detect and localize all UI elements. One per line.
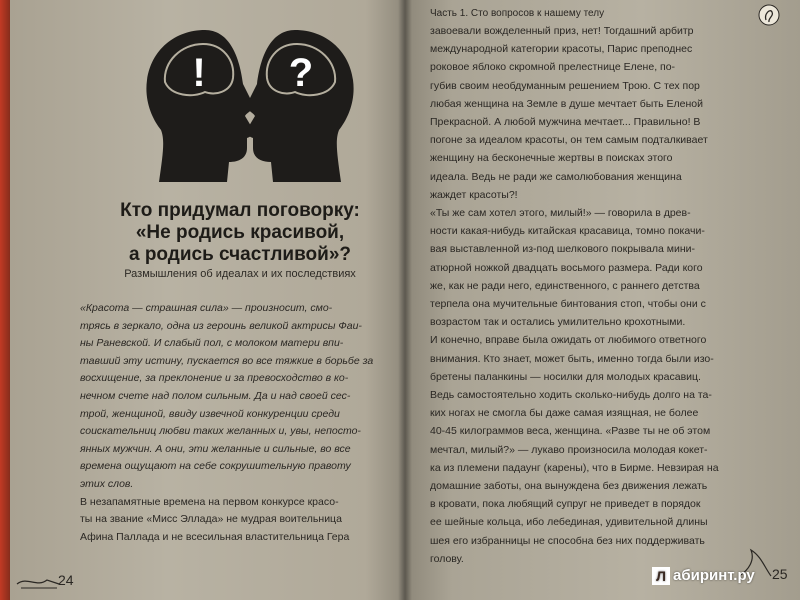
text-line: нечном счете над полом сильным. Да и над своей сес- [80, 389, 351, 402]
text-line: губив своим необдуманным решением Трою. С тех пор [430, 79, 700, 92]
question-mark: ? [288, 51, 314, 95]
text-line: любая женщина на Земле в душе мечтает быть Еленой [430, 97, 703, 110]
exclamation-mark: ! [192, 51, 206, 95]
text-line: трясь в зеркало, одна из героинь великой актрисы Фаи- [80, 319, 362, 332]
text-line: внимания. Кто знает, может быть, именно тогда были изо- [430, 352, 714, 365]
text-line: жаждет красоты?! [430, 188, 518, 201]
page-number-right: 25 [772, 566, 788, 582]
text-line: этих слов. [80, 477, 134, 490]
running-head: Часть 1. Сто вопросов к нашему телу [430, 8, 605, 19]
text-line: тавший эту истину, пускается во все тяжкие в борьбе за [80, 354, 374, 367]
text-line: Ведь самостоятельно ходить сколько-нибудь долго на та- [430, 389, 712, 402]
text-line: в кровати, пока любящий супруг не приведет в порядок [430, 498, 701, 511]
text-line: «Ты же сам хотел этого, милый!» — говорила в древ- [430, 207, 691, 220]
text-line: мечтал, милый?» — лукаво произносила молодая кокет- [430, 443, 708, 456]
text-line: ких ногах не смогла бы даже самая изящная, не более [430, 407, 699, 420]
heading-line: «Не родись красивой, [135, 222, 345, 243]
text-line: бретены паланкины — носилки для молодых красавиц. [430, 370, 701, 383]
text-line: «Красота — страшная сила» — произносит, смо- [80, 302, 333, 314]
heading-line: Кто придумал поговорку: [120, 200, 360, 221]
chapter-subheading: Размышления об идеалах и их последствиях [124, 268, 356, 280]
text-line: трой, женщиной, ввиду извечной конкуренции среди [80, 407, 340, 420]
text-line: завоевали вожделенный приз, нет! Тогдашний арбитр [430, 25, 694, 37]
text-line: атюрной ножкой двадцать восьмого размера. Ради кого [430, 261, 703, 274]
text-line: женщину на бесконечные жертвы в поисках этого [430, 152, 673, 165]
heading-line: а родись счастливой»? [128, 244, 351, 265]
text-line: идеала. Ведь не ради же самолюбования женщина [430, 170, 682, 183]
text-line: Афина Паллада и не всесильная властительница Гера [80, 530, 350, 543]
text-line: ее шейные кольца, ибо лебединая, удивительной длины [430, 516, 708, 529]
text-line: ка из племени падаунг (карены), что в Бирме. Невзирая на [430, 461, 719, 474]
text-line: И конечно, вправе была ожидать от любимого ответного [430, 334, 707, 347]
text-line: ности какая-нибудь китайская красавица, томно покачи- [430, 225, 705, 238]
two-heads-illustration [135, 22, 365, 187]
text-line: международной категории красоты, Парис преподнес [430, 43, 693, 56]
text-line: соискательниц любви таких желанных и, увы, непосто- [80, 425, 361, 438]
text-line: вая выставленной из-под шелкового покрывала мини- [430, 243, 696, 256]
text-line: янных мужчин. А они, эти желанные и сильные, во все [80, 442, 351, 455]
left-body-text [80, 300, 400, 546]
text-line: времена ощущают на себе сокрушительную правоту [80, 460, 351, 473]
book-gutter [398, 0, 412, 600]
right-body-text [430, 22, 790, 568]
text-line: ты на звание «Мисс Эллада» не мудрая воительница [80, 513, 342, 526]
text-line: роковое яблоко скромной прелестнице Елене, по- [430, 61, 676, 74]
text-line: 40-45 килограммов веса, женщина. «Разве ты не об этом [430, 425, 711, 438]
text-line: же, как не ради него, единственного, с раннего детства [430, 279, 700, 292]
text-line: восхищение, за преклонение и за превосходство в ко- [80, 372, 349, 385]
text-line: шея его избранницы не способна без них поддерживать [430, 534, 705, 547]
text-line: погоне за идеалом красоты, он тем самым подталкивает [430, 134, 708, 147]
page-number-left: 24 [58, 572, 74, 588]
text-line: терпела она мучительные бинтования стоп, чтобы они с [430, 298, 706, 311]
labirint-watermark [652, 567, 755, 589]
text-line: домашние заботы, она вынуждена без движения лежать [430, 480, 708, 493]
chapter-heading [90, 200, 390, 266]
labirint-logo-icon: Л [652, 567, 670, 585]
text-line: ны Раневской. И слабый пол, с молоком матери впи- [80, 337, 344, 350]
watermark-text: абиринт.ру [673, 567, 755, 584]
text-line: Прекрасной. А любой мужчина мечтает... Правильно! В [430, 116, 701, 129]
text-line: возрастом так и остались умилительно крохотными. [430, 316, 686, 329]
page-ornament-left-icon [15, 570, 60, 590]
text-line: В незапамятные времена на первом конкурсе красо- [80, 495, 339, 508]
text-line: голову. [430, 552, 464, 565]
